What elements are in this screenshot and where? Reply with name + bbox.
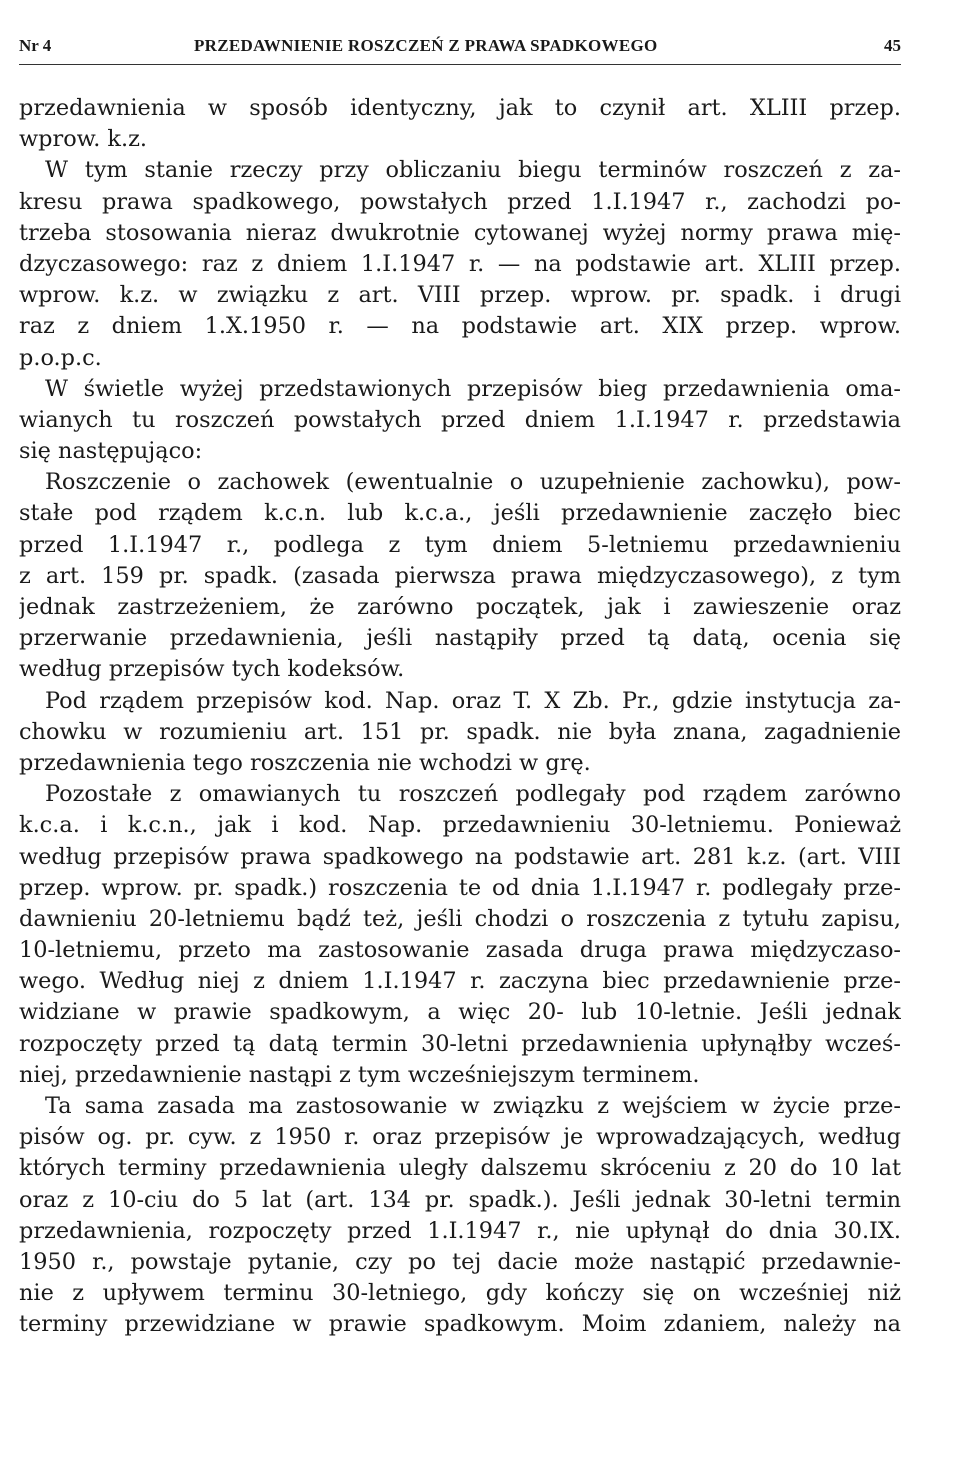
text-line: według przepisów tych kodeksów. [19, 656, 405, 683]
text-line: rozpoczęty przed tą datą termin 30-letni przedawnienia upłynąłby wcześ- [19, 1030, 901, 1057]
text-line: przedawnienia w sposób identyczny, jak to czynił art. XLIII przep. [19, 95, 901, 121]
text-line: W tym stanie rzeczy przy obliczaniu biegu terminów roszczeń z za- [45, 157, 901, 184]
text-line: 10-letniemu, przeto ma zastosowanie zasada druga prawa międzyczaso- [19, 937, 901, 964]
text-line: oraz z 10-ciu do 5 lat (art. 134 pr. spadk.). Jeśli jednak 30-letni termin [19, 1186, 901, 1213]
text-line: przedawnienia tego roszczenia nie wchodzi w grę. [19, 749, 591, 776]
text-line: według przepisów prawa spadkowego na podstawie art. 281 k.z. (art. VIII [19, 843, 901, 870]
text-line: kresu prawa spadkowego, powstałych przed 1.I.1947 r., zachodzi po- [19, 188, 901, 215]
text-line: przep. wprow. pr. spadk.) roszczenia te od dnia 1.I.1947 r. podlegały prze- [19, 874, 901, 901]
issue-number: Nr 4 [19, 36, 52, 55]
text-line: stałe pod rządem k.c.n. lub k.c.a., jeśli przedawnienie zaczęło biec [19, 500, 901, 527]
text-line: dzyczasowego: raz z dniem 1.I.1947 r. — na podstawie art. XLIII przep. [19, 250, 901, 277]
page-number: 45 [884, 36, 901, 55]
text-line: przerwanie przedawnienia, jeśli nastąpiły przed tą datą, ocenia się [19, 625, 901, 652]
text-line: wego. Według niej z dniem 1.I.1947 r. zaczyna biec przedawnienie prze- [19, 968, 901, 995]
text-line: których terminy przedawnienia uległy dalszemu skróceniu z 20 do 10 lat [19, 1155, 901, 1182]
text-line: 1950 r., powstaje pytanie, czy po tej dacie może nastąpić przedawnie- [19, 1248, 901, 1275]
text-line: przedawnienia, rozpoczęty przed 1.I.1947 r., nie upłynął do dnia 30.IX. [19, 1217, 901, 1244]
text-line: chowku w rozumieniu art. 151 pr. spadk. nie była znana, zagadnienie [19, 718, 901, 745]
text-line: Roszczenie o zachowek (ewentualnie o uzupełnienie zachowku), pow- [45, 469, 901, 496]
running-title: PRZEDAWNIENIE ROSZCZEŃ Z PRAWA SPADKOWEGO [194, 36, 658, 55]
text-line: Pozostałe z omawianych tu roszczeń podlegały pod rządem zarówno [45, 781, 901, 808]
text-line: z art. 159 pr. spadk. (zasada pierwsza prawa międzyczasowego), z tym [19, 562, 901, 589]
header-rule [19, 64, 901, 65]
text-line: wprow. k.z. w związku z art. VIII przep. wprow. pr. spadk. i drugi [19, 282, 901, 309]
text-line: Pod rządem przepisów kod. Nap. oraz T. X Zb. Pr., gdzie instytucja za- [45, 687, 901, 714]
text-line: dawnieniu 20-letniemu bądź też, jeśli chodzi o roszczenia z tytułu zapisu, [19, 905, 901, 932]
text-line: trzeba stosowania nieraz dwukrotnie cytowanej wyżej normy prawa mię- [19, 219, 901, 246]
running-header [19, 36, 901, 58]
text-line: pisów og. pr. cyw. z 1950 r. oraz przepisów je wprowadzających, według [19, 1124, 901, 1151]
text-line: Ta sama zasada ma zastosowanie w związku z wejściem w życie prze- [45, 1093, 901, 1119]
text-line: wianych tu roszczeń powstałych przed dniem 1.I.1947 r. przedstawia [19, 406, 901, 433]
text-line: k.c.a. i k.c.n., jak i kod. Nap. przedawnieniu 30-letniemu. Ponieważ [19, 812, 901, 839]
text-line: się następująco: [19, 438, 203, 465]
text-line: widziane w prawie spadkowym, a więc 20- lub 10-letnie. Jeśli jednak [19, 999, 901, 1026]
text-line: jednak zastrzeżeniem, że zarówno początek, jak i zawieszenie oraz [19, 594, 901, 620]
text-line: p.o.p.c. [19, 344, 102, 371]
text-line: niej, przedawnienie nastąpi z tym wcześniejszym terminem. [19, 1061, 700, 1088]
text-line: przed 1.I.1947 r., podlega z tym dniem 5-letniemu przedawnieniu [19, 531, 901, 558]
text-line: nie z upływem terminu 30-letniego, gdy kończy się on wcześniej niż [19, 1280, 901, 1307]
text-line: wprow. k.z. [19, 126, 148, 153]
body-text [19, 93, 901, 1341]
text-line: raz z dniem 1.X.1950 r. — na podstawie art. XIX przep. wprow. [19, 313, 901, 340]
text-line: terminy przewidziane w prawie spadkowym. Moim zdaniem, należy na [19, 1311, 901, 1338]
text-line: W świetle wyżej przedstawionych przepisów bieg przedawnienia oma- [45, 375, 901, 402]
